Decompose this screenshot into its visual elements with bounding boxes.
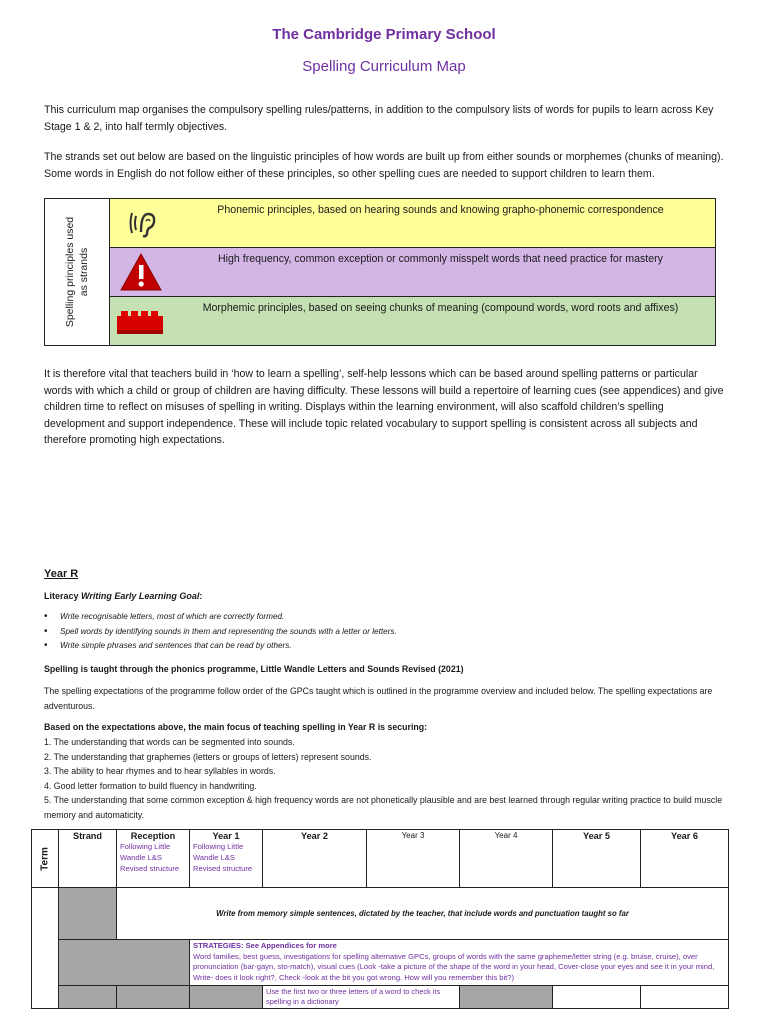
list-item: • Write recognisable letters, most of which are correctly formed. (60, 610, 397, 625)
strand-row-high-frequency (110, 248, 715, 297)
curriculum-table (31, 829, 729, 1009)
hearing-icon (110, 199, 172, 247)
intro-paragraph: This curriculum map organises the compulsory spelling rules/patterns, in addition to the compulsory lists of words for pupils to learn across Key Stage 1 & 2, into half termly objectives. (44, 104, 714, 133)
goals-list (44, 610, 397, 654)
table-header-row (32, 830, 729, 888)
list-item: • Spell words by identifying sounds in them and representing the sounds with a letter or letters. (60, 625, 397, 640)
list-item: 1. The understanding that words can be segmented into sounds. (44, 737, 295, 747)
strategies-cell: STRATEGIES: See Appendices for more Word families, best guess, investigations for spelling alternative GPCs, groups of words with the same grapheme/letter string (e.g. bruise, cruise), over pronunciation (bar-gayn, sto-match), visual cues (Look -take a picture of the shape of the word in your head, Cover-close your eyes and see it in your mind, Write- does it look right?, Check -look at the bit you got wrong. How will you remember this bit?) (190, 940, 729, 986)
column-header: Year 3 (367, 830, 460, 888)
dictation-cell: Write from memory simple sentences, dictated by the teacher, that include words and punctuation taught so far (117, 888, 729, 940)
focus-list (44, 735, 728, 822)
column-header: Strand (59, 830, 117, 888)
list-item: 2. The understanding that graphemes (letters or groups of letters) represent sounds. (44, 751, 372, 762)
phonics-statement: Spelling is taught through the phonics programme, Little Wandle Letters and Sounds Revised (2021) (44, 664, 464, 674)
document-title: Spelling Curriculum Map (302, 58, 466, 75)
table-row (32, 940, 729, 986)
strands-side-label: Spelling principles used as strands (45, 199, 110, 345)
list-item: • Write simple phrases and sentences that can be read by others. (60, 639, 397, 654)
list-item: 4. Good letter formation to build fluency in handwriting. (44, 780, 257, 791)
list-item: 5. The understanding that some common exception & high frequency words are not phonetically plausible and are best learned through regular writing practice to build muscle memory and automaticity. (44, 795, 723, 820)
dictionary-cell: Use the first two or three letters of a word to check its spelling in a dictionary (263, 986, 460, 1009)
expectations-text: The spelling expectations of the programme follow order of the GPCs taught which is outlined in the programme overview and included below. The spelling expectations are adventurous. (44, 686, 713, 711)
strands-paragraph: The strands set out below are based on the linguistic principles of how words are built up from either sounds or morphemes (chunks of meaning). Some words in English do not follow either of these principles, so other spelling cues are needed to support children to learn them. (44, 151, 724, 180)
school-name: The Cambridge Primary School (272, 26, 496, 43)
lego-brick-icon (110, 297, 172, 345)
table-row (32, 888, 729, 940)
column-header: Year 5 (553, 830, 641, 888)
strand-text: Morphemic principles, based on seeing chunks of meaning (compound words, word roots and affixes) (202, 302, 679, 314)
table-row (32, 986, 729, 1009)
column-header: Year 6 (641, 830, 729, 888)
learning-spelling-paragraph: It is therefore vital that teachers build in ‘how to learn a spelling’, self-help lessons which can be based around spelling patterns or particular words with which a child or group of children are having difficulty. These lessons will build a repertoire of learning cues (see appendices) and give children time to reflect on misuses of spelling in writing. Displays within the learning environment, will also scaffold children’s spelling development and support independence. These will include topic related vocabulary to support spelling is consistent across all subjects and therefore promoting high expectations. (44, 368, 724, 446)
column-header: Year 2 (263, 830, 367, 888)
year-r-heading: Year R (44, 568, 79, 580)
literacy-goal-heading: Literacy Writing Early Learning Goal: (44, 591, 203, 601)
strand-row-phonemic (110, 199, 715, 248)
column-header-reception: Reception Following Little Wandle L&S Revised structure (117, 830, 190, 888)
focus-heading: Based on the expectations above, the main focus of teaching spelling in Year R is securing: (44, 722, 428, 732)
strand-text: Phonemic principles, based on hearing sounds and knowing grapho-phonemic correspondence (217, 204, 664, 216)
term-header: Term (32, 830, 59, 888)
warning-icon (110, 248, 172, 296)
column-header: Year 4 (460, 830, 553, 888)
strands-table (44, 198, 716, 346)
strand-row-morphemic (110, 297, 715, 345)
column-header-year1: Year 1 Following Little Wandle L&S Revised structure (190, 830, 263, 888)
list-item: 3. The ability to hear rhymes and to hear syllables in words. (44, 766, 276, 776)
strand-text: High frequency, common exception or commonly misspelt words that need practice for mastery (218, 253, 663, 265)
